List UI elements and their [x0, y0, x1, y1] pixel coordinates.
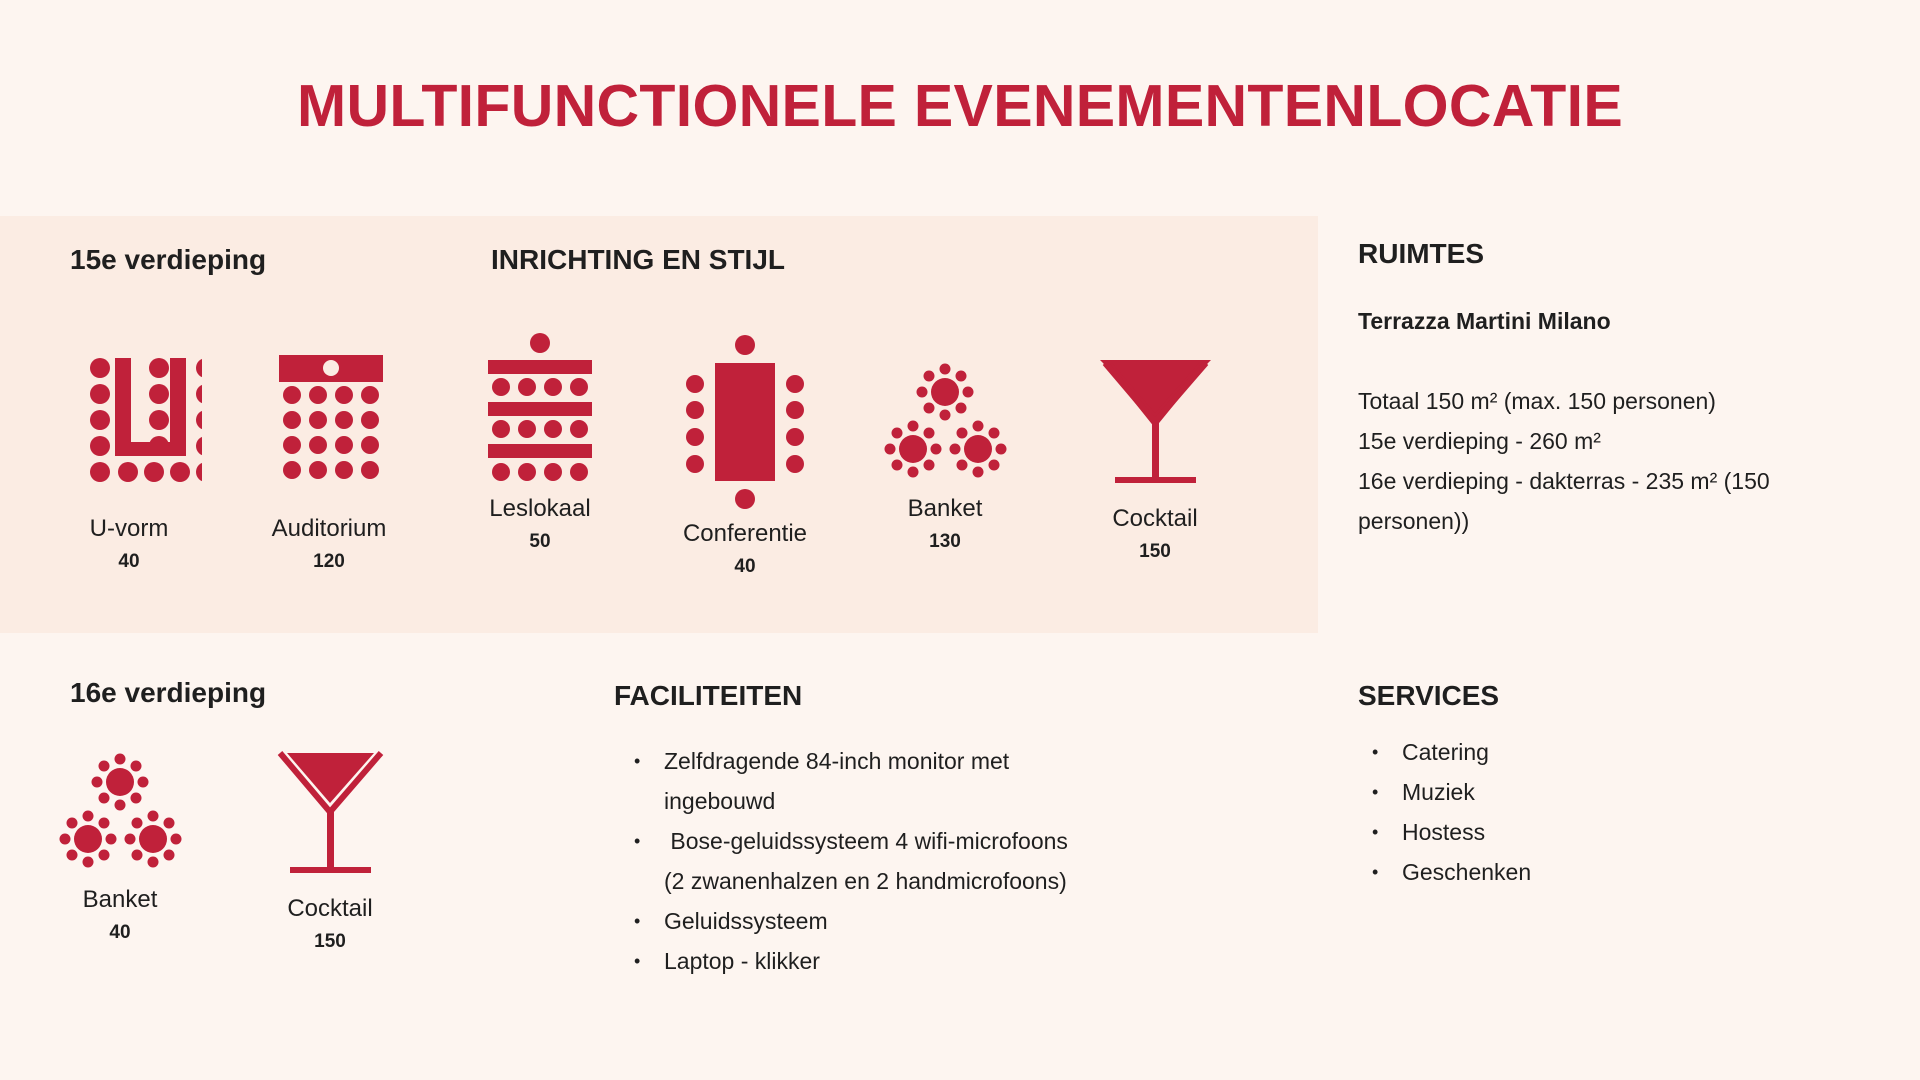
- layout-conferentie: [645, 330, 845, 578]
- rooms-text: [1358, 301, 1858, 541]
- layout-capacity: 40: [109, 922, 131, 943]
- classroom-seating-icon: [468, 330, 613, 485]
- venue-name: Terrazza Martini Milano: [1358, 308, 1611, 334]
- layout-label: Conferentie: [682, 520, 808, 547]
- list-item: • Catering: [1358, 732, 1758, 772]
- layout-capacity: 120: [313, 551, 345, 572]
- list-item: • Geluidssysteem: [620, 901, 1090, 941]
- bullet-icon: •: [634, 751, 641, 771]
- layout-auditorium: [229, 350, 429, 573]
- list-item: • Bose-geluidssysteem 4 wifi-microfoons (2 zwanenhalzen en 2 handmicrofoons): [620, 821, 1090, 901]
- layout-cocktail: [1055, 355, 1255, 563]
- layout-label: Auditorium: [271, 515, 387, 542]
- list-item: • Muziek: [1358, 772, 1758, 812]
- list-item: • Geschenken: [1358, 852, 1758, 892]
- auditorium-seating-icon: [257, 350, 402, 485]
- rooms-line: Totaal 150 m² (max. 150 personen): [1358, 388, 1716, 414]
- bullet-icon: •: [634, 831, 641, 851]
- banquet-tables-icon: [873, 360, 1018, 485]
- layout-leslokaal: [440, 350, 640, 553]
- layout-u-vorm: [29, 350, 229, 573]
- layout-label: Leslokaal: [489, 495, 591, 522]
- cocktail-glass-icon: [258, 745, 403, 880]
- layout-capacity: 50: [529, 531, 551, 552]
- floor-16-heading: 16e verdieping: [70, 677, 267, 708]
- layout-banket: [845, 360, 1045, 553]
- bullet-icon: •: [1372, 742, 1379, 762]
- page-title: MULTIFUNCTIONELE EVENEMENTENLOCATIE: [297, 73, 1623, 139]
- floor-15-heading: 15e verdieping: [70, 244, 267, 275]
- layout-cocktail-16: [230, 745, 430, 953]
- conference-table-icon: [673, 330, 818, 510]
- layout-label: Banket: [82, 886, 158, 913]
- facilities-heading: FACILITEITEN: [614, 680, 803, 711]
- list-item: • Zelfdragende 84-inch monitor met ingebouwd: [620, 741, 1090, 821]
- layout-label: Cocktail: [287, 895, 373, 922]
- layout-label: U-vorm: [89, 515, 169, 542]
- style-heading: INRICHTING EN STIJL: [491, 244, 786, 275]
- layout-capacity: 40: [118, 551, 140, 572]
- rooms-line: 16e verdieping - dakterras - 235 m² (150 personen)): [1358, 468, 1770, 534]
- layout-capacity: 40: [734, 556, 756, 577]
- list-item: • Hostess: [1358, 812, 1758, 852]
- bullet-icon: •: [634, 911, 641, 931]
- bullet-icon: •: [1372, 862, 1379, 882]
- rooms-line: 15e verdieping - 260 m²: [1358, 428, 1601, 454]
- u-shape-seating-icon: [57, 350, 202, 485]
- services-heading: SERVICES: [1358, 680, 1500, 711]
- layout-capacity: 150: [314, 931, 346, 952]
- services-list: [1358, 732, 1758, 892]
- cocktail-glass-icon: [1083, 355, 1228, 490]
- layout-banket-16: [20, 750, 220, 944]
- bullet-icon: •: [634, 951, 641, 971]
- facilities-list: [620, 741, 1090, 981]
- bullet-icon: •: [1372, 782, 1379, 802]
- layout-label: Banket: [907, 495, 983, 522]
- rooms-heading: RUIMTES: [1358, 238, 1484, 269]
- list-item: • Laptop - klikker: [620, 941, 1090, 981]
- layout-capacity: 150: [1139, 541, 1171, 562]
- layout-capacity: 130: [929, 531, 961, 552]
- bullet-icon: •: [1372, 822, 1379, 842]
- layout-label: Cocktail: [1112, 505, 1198, 532]
- banquet-tables-icon: [48, 750, 193, 875]
